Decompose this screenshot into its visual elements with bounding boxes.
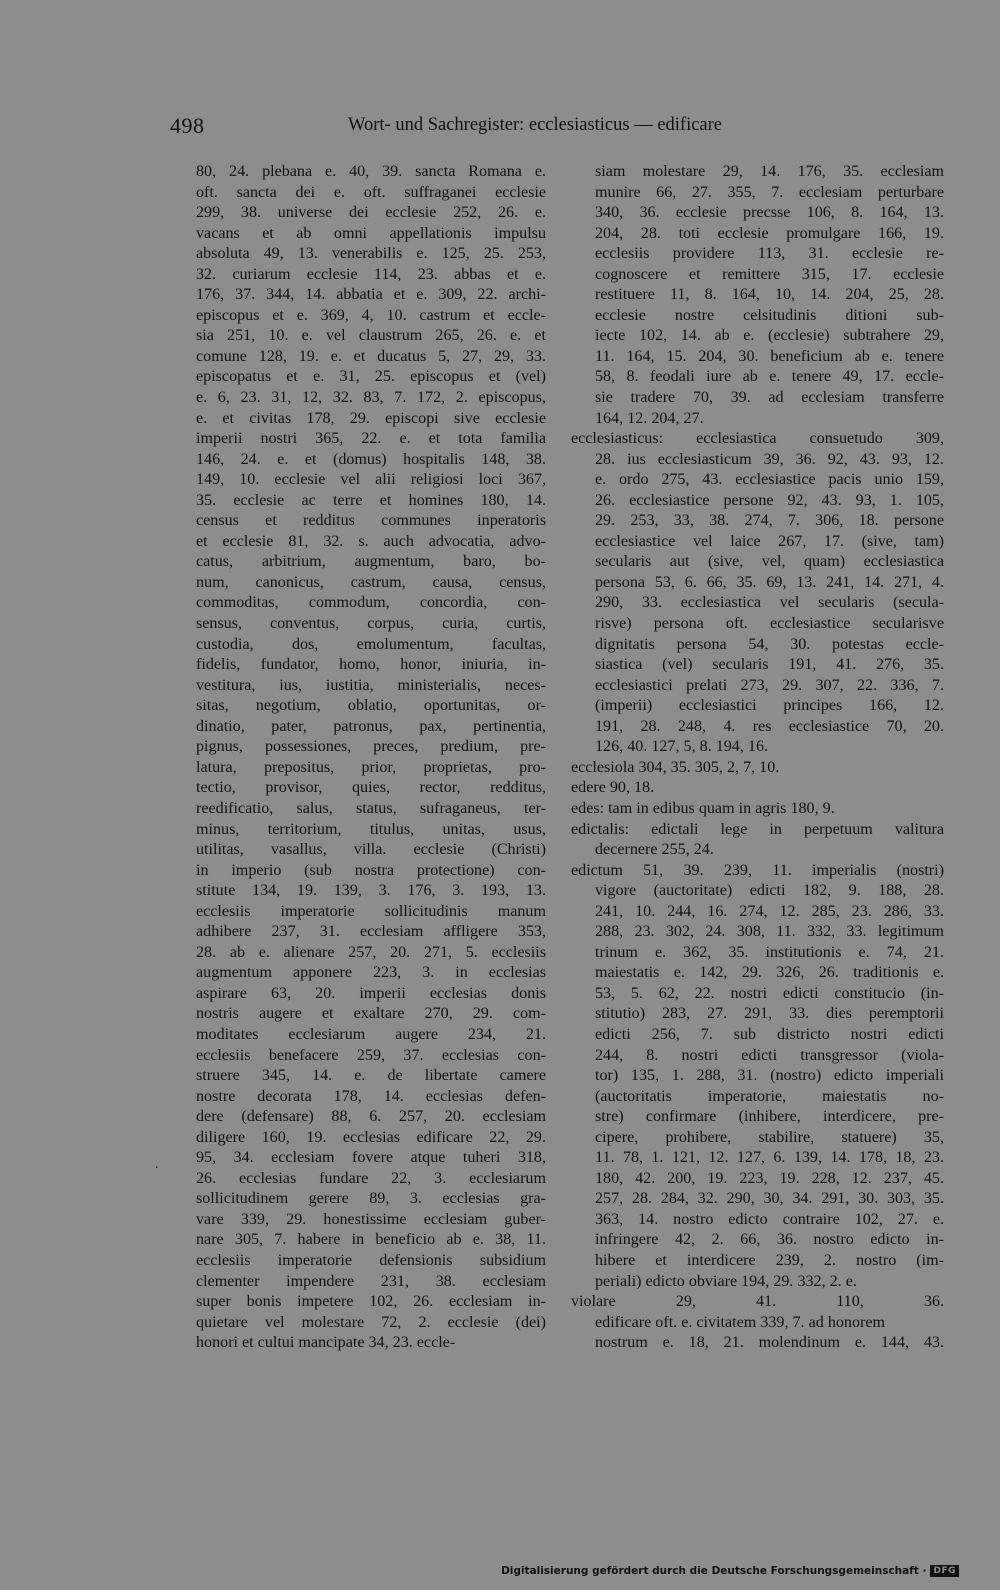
text-line: edictalis: edictali lege in perpetuum valitura [571, 820, 944, 838]
text-line: comune 128, 19. e. et ducatus 5, 27, 29, 33. [196, 347, 546, 365]
text-line: pignus, possessiones, preces, predium, pre- [196, 738, 546, 756]
text-line: 288, 23. 302, 24. 308, 11. 332, 33. legitimum [595, 923, 944, 941]
text-line: catus, arbitrium, augmentum, baro, bo- [196, 553, 546, 571]
text-line: hibere et interdicere 239, 2. nostro (im- [595, 1251, 944, 1269]
text-line: infringere 42, 2. 66, 36. nostro edicto in- [595, 1231, 944, 1249]
text-line: risve) persona oft. ecclesiastice secularisve [595, 615, 944, 633]
page-number: 498 [170, 113, 205, 138]
text-line: 28. ab e. alienare 257, 20. 271, 5. ecclesiis [196, 943, 546, 961]
text-line: clementer impendere 231, 38. ecclesiam [196, 1272, 546, 1290]
text-line: nostris augere et exaltare 270, 29. com- [196, 1005, 546, 1023]
text-line: nostrum e. 18, 21. molendinum e. 144, 43. [595, 1334, 944, 1352]
text-line: tor) 135, 1. 288, 31. (nostro) edicto imperiali [595, 1067, 944, 1085]
text-line: trinum e. 362, 35. institutionis e. 74, 21. [595, 943, 944, 961]
text-line: periali) edicto obviare 194, 29. 332, 2. e. [595, 1272, 857, 1290]
text-line: 53, 5. 62, 22. nostri edicti constitucio (in- [595, 984, 944, 1002]
text-line: 28. ius ecclesiasticum 39, 36. 92, 43. 93, 12. [595, 450, 944, 468]
text-line: ecclesie nostre celsitudinis ditioni sub- [595, 306, 944, 324]
text-line: vigore (auctoritate) edicti 182, 9. 188, 28. [595, 882, 944, 900]
text-line: dinatio, pater, patronus, pax, pertinentia, [196, 717, 546, 735]
text-line: imperii nostri 365, 22. e. et tota familia [196, 430, 546, 448]
text-line: census et redditus communes inperatoris [196, 512, 546, 530]
text-line: 340, 36. ecclesie precsse 106, 8. 164, 13. [595, 204, 944, 222]
text-line: 176, 37. 344, 14. abbatia et e. 309, 22. archi- [196, 286, 546, 304]
text-line: num, canonicus, castrum, causa, census, [196, 573, 546, 591]
text-line: 146, 24. e. et (domus) hospitalis 148, 38. [196, 450, 546, 468]
text-line: maiestatis e. 142, 29. 326, 26. traditionis e. [595, 964, 944, 982]
text-line: 11. 78, 1. 121, 12. 127, 6. 139, 14. 178, 18, 23. [595, 1149, 944, 1167]
text-line: 26. ecclesiastice persone 92, 43. 93, 1. 105, [595, 491, 944, 509]
text-line: 180, 42. 200, 19. 223, 19. 228, 12. 237, 45. [595, 1169, 944, 1187]
stray-mark: . [155, 1157, 159, 1172]
text-line: 241, 10. 244, 16. 274, 12. 285, 23. 286, 33. [595, 902, 944, 920]
text-line: 244, 8. nostri edicti transgressor (viola- [595, 1046, 944, 1064]
text-line: ecclesiis imperatorie sollicitudinis manum [196, 902, 546, 920]
text-line: secularis aut (sive, vel, quam) ecclesiastica [595, 553, 944, 571]
text-line: cipere, prohibere, stabilire, statuere) 35, [595, 1128, 944, 1146]
footer-text: Digitalisierung gefördert durch die Deutsche Forschungsgemeinschaft · [501, 1565, 927, 1577]
text-line: minus, territorium, titulus, unitas, usus, [196, 820, 546, 838]
text-line: nare 305, 7. habere in beneficio ab e. 38, 11. [196, 1231, 546, 1249]
text-line: ecclesiola 304, 35. 305, 2, 7, 10. [571, 758, 780, 776]
text-line: latura, prepositus, prior, proprietas, pro- [196, 758, 546, 776]
text-line: cognoscere et remittere 315, 17. ecclesie [595, 265, 944, 283]
text-line: aspirare 63, 20. imperii ecclesias donis [196, 984, 546, 1002]
text-line: ecclesiastice vel laice 267, 17. (sive, tam) [595, 532, 944, 550]
text-line: edictum 51, 39. 239, 11. imperialis (nostri) [571, 861, 944, 879]
text-line: edificare oft. e. civitatem 339, 7. ad honorem [595, 1313, 886, 1331]
dfg-logo: DFG [930, 1565, 959, 1577]
text-line: 257, 28. 284, 32. 290, 30, 34. 291, 30. 303, 35. [595, 1190, 944, 1208]
text-line: ecclesiasticus: ecclesiastica consuetudo 309, [571, 430, 944, 448]
text-line: in imperio (sub nostra protectione) con- [196, 861, 546, 879]
text-line: 29. 253, 33, 38. 274, 7. 306, 18. persone [595, 512, 944, 530]
text-line: sia 251, 10. e. vel claustrum 265, 26. e. et [196, 327, 546, 345]
text-line: (imperii) ecclesiastici principes 166, 12. [595, 697, 944, 715]
text-line: stitutio) 283, 27. 291, 33. dies peremptorii [595, 1005, 944, 1023]
text-line: 164, 12. 204, 27. [595, 409, 704, 427]
text-line: siastica (vel) secularis 191, 41. 276, 35. [595, 656, 944, 674]
text-line: 299, 38. universe dei ecclesie 252, 26. e. [196, 204, 546, 222]
text-line: edicti 256, 7. sub districto nostri edicti [595, 1025, 944, 1043]
text-line: et ecclesie 81, 32. s. auch advocatia, advo- [196, 532, 546, 550]
text-line: 290, 33. ecclesiastica vel secularis (secula- [595, 594, 944, 612]
text-line: reedificatio, salus, status, sufraganeus, ter- [196, 799, 546, 817]
text-line: utilitas, vasallus, villa. ecclesie (Christi) [196, 841, 546, 859]
text-line: episcopatus et e. 31, 25. episcopus et (vel) [196, 368, 546, 386]
text-line: sie tradere 70, 39. ad ecclesiam transferre [595, 389, 944, 407]
text-line: struere 345, 14. e. de libertate camere [196, 1067, 546, 1085]
text-line: 126, 40. 127, 5, 8. 194, 16. [595, 738, 769, 756]
text-line: iecte 102, 14. ab e. (ecclesie) subtrahere 29, [595, 327, 944, 345]
text-line: fidelis, fundator, homo, honor, iniuria, in- [196, 656, 546, 674]
text-line: ecclesiastici prelati 273, 29. 307, 22. 336, 7. [595, 676, 944, 694]
text-line: oft. sancta dei e. oft. suffraganei ecclesie [196, 183, 546, 201]
text-line: 58, 8. feodali iure ab e. tenere 49, 17. eccle- [595, 368, 944, 386]
left-column [196, 162, 546, 1354]
text-line: restituere 11, 8. 164, 10, 14. 204, 25, 28. [595, 286, 944, 304]
text-line: vestitura, ius, iustitia, ministerialis, neces- [196, 676, 546, 694]
text-line: 95, 34. ecclesiam fovere atque tuheri 318, [196, 1149, 546, 1167]
text-line: decernere 255, 24. [595, 841, 714, 859]
text-line: siam molestare 29, 14. 176, 35. ecclesiam [595, 163, 944, 180]
text-line: 363, 14. nostro edicto contraire 102, 27. e. [595, 1210, 944, 1228]
text-line: edes: tam in edibus quam in agris 180, 9. [571, 799, 835, 817]
text-line: 204, 28. toti ecclesie promulgare 166, 19. [595, 224, 944, 242]
right-column [571, 162, 944, 1354]
text-line: 35. ecclesie ac terre et homines 180, 14. [196, 491, 546, 509]
text-line: vacans et ab omni appellationis impulsu [196, 224, 546, 242]
text-line: episcopus et e. 369, 4, 10. castrum et eccle- [196, 306, 546, 324]
text-line: (auctoritatis imperatorie, maiestatis no- [595, 1087, 944, 1105]
footer [501, 1565, 959, 1577]
text-line: sitas, negotium, oblatio, oportunitas, or- [196, 697, 546, 715]
text-line: 26. ecclesias fundare 22, 3. ecclesiarum [196, 1169, 546, 1187]
text-line: 191, 28. 248, 4. res ecclesiastice 70, 20. [595, 717, 944, 735]
text-line: custodia, dos, emolumentum, facultas, [196, 635, 546, 653]
text-line: quietare vel molestare 72, 2. ecclesie (dei) [196, 1313, 546, 1331]
text-line: nostre decorata 178, 14. ecclesias defen- [196, 1087, 546, 1105]
text-line: 11. 164, 15. 204, 30. beneficium ab e. tenere [595, 347, 944, 365]
text-line: edere 90, 18. [571, 779, 655, 797]
text-line: e. et civitas 178, 29. episcopi sive ecclesie [196, 409, 546, 427]
text-line: commoditas, commodum, concordia, con- [196, 594, 546, 612]
text-line: adhibere 237, 31. ecclesiam affligere 353, [196, 923, 546, 941]
text-line: absoluta 49, 13. venerabilis e. 125, 25. 253, [196, 245, 546, 263]
text-line: stre) confirmare (inhibere, interdicere, pre- [595, 1108, 944, 1126]
text-line: super bonis impetere 102, 26. ecclesiam in- [196, 1293, 546, 1311]
text-line: e. 6, 23. 31, 12, 32. 83, 7. 172, 2. episcopus, [196, 389, 546, 407]
text-line: diligere 160, 19. ecclesias edificare 22, 29. [196, 1128, 546, 1146]
text-line: violare 29, 41. 110, 36. [571, 1293, 944, 1311]
text-line: sollicitudinem gerere 89, 3. ecclesias gra- [196, 1190, 546, 1208]
text-line: augmentum apponere 223, 3. in ecclesias [196, 964, 546, 982]
text-line: ecclesiis benefacere 259, 37. ecclesias con- [196, 1046, 546, 1064]
text-line: 32. curiarum ecclesie 114, 23. abbas et e. [196, 265, 546, 283]
text-line: ecclesiis imperatorie defensionis subsidium [196, 1251, 546, 1269]
text-line: stitute 134, 19. 139, 3. 176, 3. 193, 13. [196, 882, 546, 900]
text-line: honori et cultui mancipate 34, 23. eccle- [196, 1334, 456, 1352]
text-line: moditates ecclesiarum augere 234, 21. [196, 1025, 546, 1043]
text-line: 80, 24. plebana e. 40, 39. sancta Romana e. [196, 163, 546, 180]
running-head: Wort- und Sachregister: ecclesiasticus — edificare [348, 115, 723, 135]
text-line: 149, 10. ecclesie vel alii religiosi loci 367, [196, 471, 546, 489]
text-line: ecclesiis providere 113, 31. ecclesie re- [595, 245, 944, 263]
text-line: dere (defensare) 88, 6. 257, 20. ecclesiam [196, 1108, 546, 1126]
text-line: persona 53, 6. 66, 35. 69, 13. 241, 14. 271, 4. [595, 573, 944, 591]
text-line: e. ordo 275, 43. ecclesiastice pacis unio 159, [595, 471, 944, 489]
text-line: munire 66, 27. 355, 7. ecclesiam perturbare [595, 183, 944, 201]
text-line: dignitatis persona 54, 30. potestas eccle- [595, 635, 944, 653]
text-line: sensus, conventus, corpus, curia, curtis, [196, 615, 546, 633]
text-line: vare 339, 29. honestissime ecclesiam guber- [196, 1210, 546, 1228]
text-line: tectio, provisor, quies, rector, redditus, [196, 779, 546, 797]
